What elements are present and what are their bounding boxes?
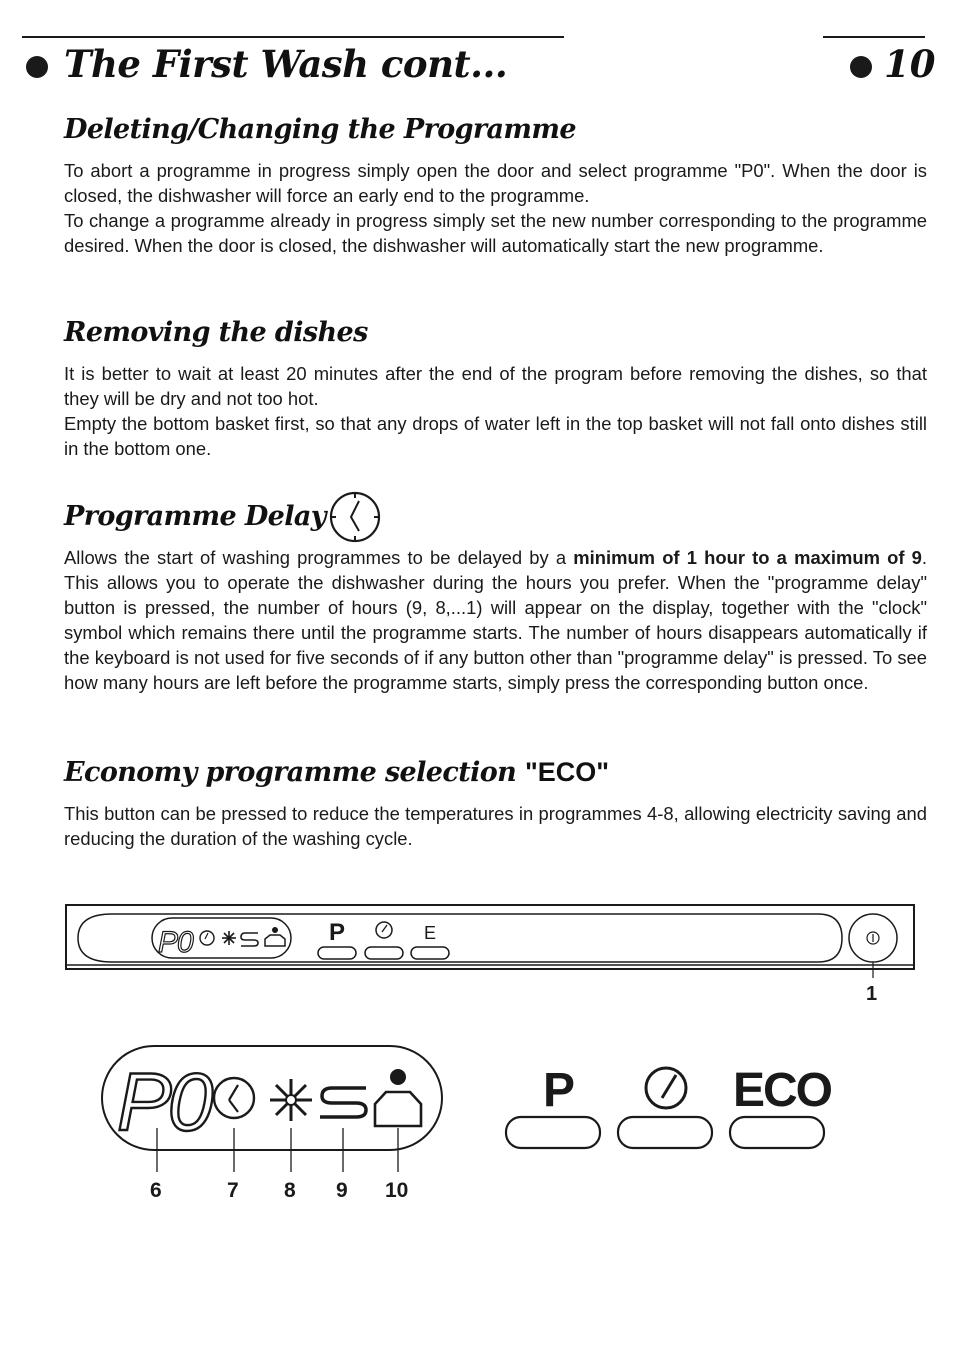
section-heading-deleting: Deleting/Changing the Programme	[64, 114, 576, 145]
header-rule-left	[22, 36, 564, 38]
paragraph-delay: Allows the start of washing programmes to be delayed by a minimum of 1 hour to a maximum of 9. This allows you to operate the dishwasher during the hours you prefer. When the "programme delay" button is pressed, the number of hours (9, 8,...1) will appear on the display, together with the "clock" symbol which remains there until the programme starts. The number of hours disappears automatically if the keyboard is not used for five seconds of if any button other than "programme delay" is pressed. To see how many hours are left before the programme starts, simply press the corresponding button once.	[64, 547, 927, 693]
panel-label-p: P	[329, 919, 346, 946]
panel-button-delay[interactable]	[365, 947, 403, 959]
paragraph-abort: To abort a programme in progress simply open the door and select programme "P0". When the door is closed, the dishwasher will force an early end to the programme.	[64, 160, 927, 206]
detail-button-eco[interactable]	[730, 1117, 824, 1148]
paragraph-change: To change a programme already in progress simply set the new number corresponding to the programme desired. When the door is closed, the dishwasher will automatically start the new programme.	[64, 210, 927, 256]
clock-icon	[328, 490, 382, 544]
detail-display-text: P0	[117, 1057, 210, 1148]
section-heading-delay: Programme Delay	[64, 501, 326, 532]
header-rule-right	[823, 36, 925, 38]
panel-label-e: E	[424, 923, 437, 943]
detail-delay-icon	[646, 1068, 686, 1108]
callout-6: 6	[150, 1179, 162, 1202]
control-panel-figure	[0, 890, 954, 1010]
page-number: 10	[884, 42, 936, 86]
panel-display-text: P0	[158, 926, 193, 959]
page-title: The First Wash cont...	[64, 42, 508, 86]
detail-label-p: P	[543, 1064, 576, 1117]
detail-button-p[interactable]	[506, 1117, 600, 1148]
paragraph-wait: It is better to wait at least 20 minutes after the end of the program before removing the dishes, so that they will be dry and not too hot.	[64, 363, 927, 409]
callout-7: 7	[227, 1179, 239, 1202]
detail-label-eco: ECO	[733, 1064, 832, 1117]
section-heading-eco: Economy programme selection "ECO"	[64, 757, 610, 788]
callout-9: 9	[336, 1179, 348, 1202]
panel-display	[152, 918, 291, 959]
detail-display	[102, 1046, 442, 1150]
panel-button-eco[interactable]	[411, 947, 449, 959]
title-bullet	[26, 56, 48, 78]
callout-1: 1	[866, 983, 878, 1005]
panel-button-p[interactable]	[318, 947, 356, 959]
callout-8: 8	[284, 1179, 296, 1202]
page-number-bullet	[850, 56, 872, 78]
paragraph-eco: This button can be pressed to reduce the temperatures in programmes 4-8, allowing electricity saving and reducing the duration of the washing cycle.	[64, 803, 927, 849]
section-heading-removing: Removing the dishes	[64, 317, 368, 348]
display-detail-figure	[0, 1040, 954, 1215]
paragraph-empty: Empty the bottom basket first, so that any drops of water left in the top basket will not fall onto dishes still in the bottom one.	[64, 413, 927, 459]
detail-button-delay[interactable]	[618, 1117, 712, 1148]
power-button[interactable]	[849, 914, 897, 962]
callout-10: 10	[385, 1179, 409, 1202]
panel-delay-icon	[376, 922, 392, 938]
